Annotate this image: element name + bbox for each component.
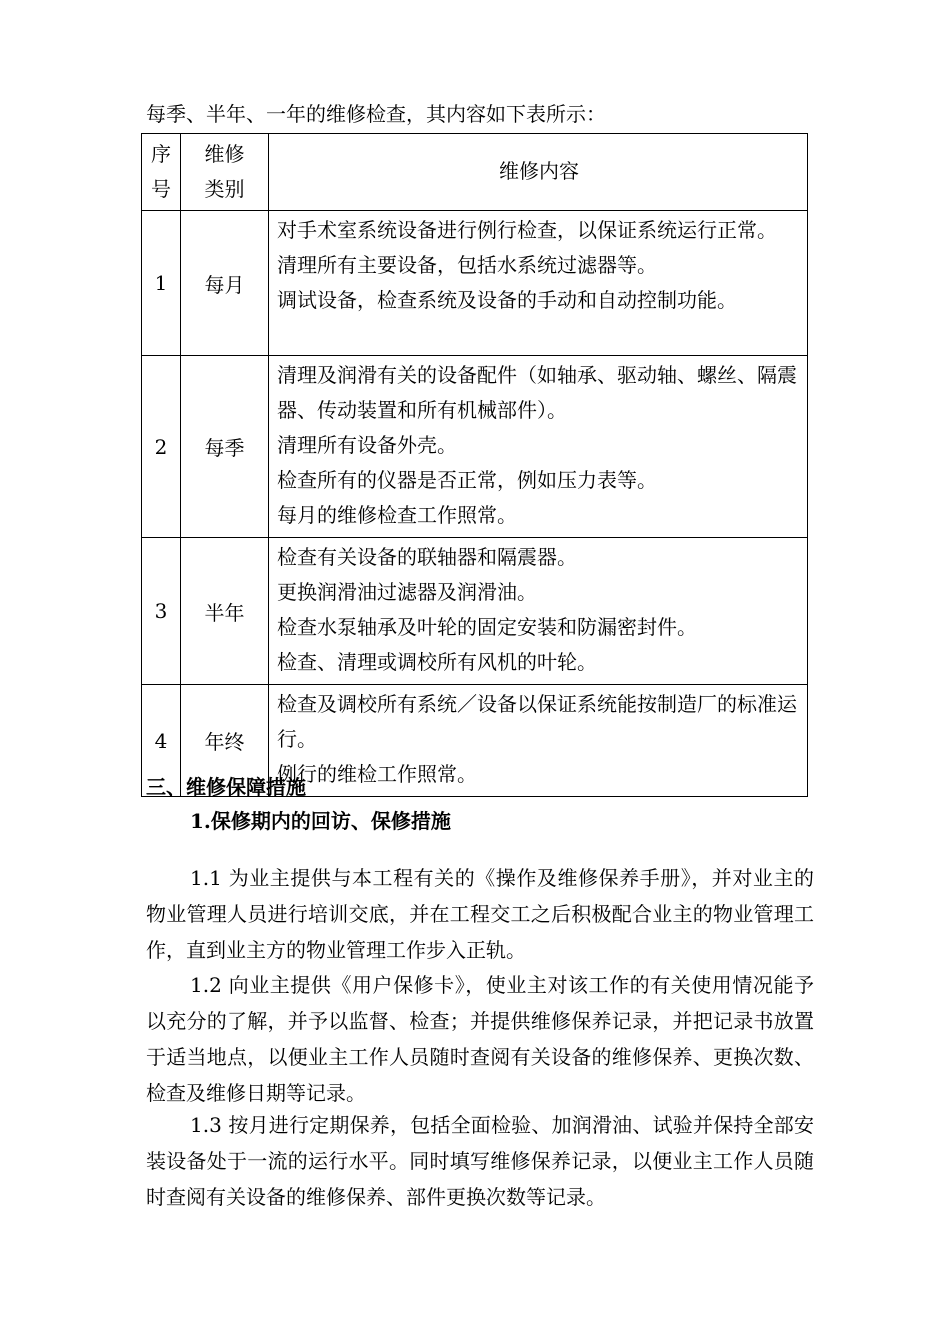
table-row: [142, 538, 808, 685]
paragraph: 1.3 按月进行定期保养，包括全面检验、加润滑油、试验并保持全部安装设备处于一流的运行水平。同时填写维修保养记录，以便业主工作人员随时查阅有关设备的维修保养、部件更换次数等记录。: [146, 1113, 814, 1209]
row-number: 1: [142, 211, 181, 356]
content-line: 检查有关设备的联轴器和隔震器。: [277, 545, 577, 569]
content-line: 对手术室系统设备进行例行检查，以保证系统运行正常。: [277, 218, 777, 242]
row-type: 每季: [181, 356, 269, 538]
row-type: 每月: [181, 211, 269, 356]
paragraph: 1.2 向业主提供《用户保修卡》，使业主对该工作的有关使用情况能予以充分的了解，并予以监督、检查；并提供维修保养记录，并把记录书放置于适当地点，以便业主工作人员随时查阅有关设备的维修保养、更换次数、检查及维修日期等记录。: [146, 973, 814, 1105]
row-type: 年终: [181, 685, 269, 797]
content-line: 更换润滑油过滤器及润滑油。: [277, 580, 537, 604]
header-type-line-2: 类别: [204, 177, 245, 201]
table-row: [142, 211, 808, 356]
row-content: [269, 538, 808, 685]
content-line: 检查水泵轴承及叶轮的固定安装和防漏密封件。: [277, 615, 697, 639]
row-number: 4: [142, 685, 181, 797]
table-row: [142, 356, 808, 538]
content-line: 每月的维修检查工作照常。: [277, 503, 517, 527]
row-number: 3: [142, 538, 181, 685]
maintenance-table: [141, 133, 808, 797]
row-content: [269, 356, 808, 538]
content-line: 清理及润滑有关的设备配件（如轴承、驱动轴、螺丝、隔震器、传动装置和所有机械部件）。: [277, 363, 797, 422]
content-line: 检查及调校所有系统／设备以保证系统能按制造厂的标准运行。: [277, 692, 797, 751]
content-line: 清理所有设备外壳。: [277, 433, 457, 457]
header-no: [142, 134, 181, 211]
content-line: 清理所有主要设备，包括水系统过滤器等。: [277, 253, 657, 277]
row-content: [269, 685, 808, 797]
header-no-line-1: 序: [151, 142, 171, 166]
table-header-row: [142, 134, 808, 211]
content-line: 调试设备，检查系统及设备的手动和自动控制功能。: [277, 288, 737, 312]
content-line: 检查所有的仪器是否正常，例如压力表等。: [277, 468, 657, 492]
header-type: [181, 134, 269, 211]
row-type: 半年: [181, 538, 269, 685]
header-no-line-2: 号: [151, 177, 171, 201]
content-line: 例行的维检工作照常。: [277, 762, 477, 786]
header-content: 维修内容: [269, 134, 808, 211]
header-type-line-1: 维修: [204, 142, 245, 166]
subsection-title: 1.保修期内的回访、保修措施: [190, 809, 451, 833]
section-title: 三、维修保障措施: [146, 775, 306, 799]
paragraph: 1.1 为业主提供与本工程有关的《操作及维修保养手册》，并对业主的物业管理人员进行培训交底，并在工程交工之后积极配合业主的物业管理工作，直到业主方的物业管理工作步入正轨。: [146, 866, 814, 962]
content-line: 检查、清理或调校所有风机的叶轮。: [277, 650, 597, 674]
row-number: 2: [142, 356, 181, 538]
row-content: [269, 211, 808, 356]
intro-text: 每季、半年、一年的维修检查，其内容如下表所示：: [146, 102, 606, 126]
